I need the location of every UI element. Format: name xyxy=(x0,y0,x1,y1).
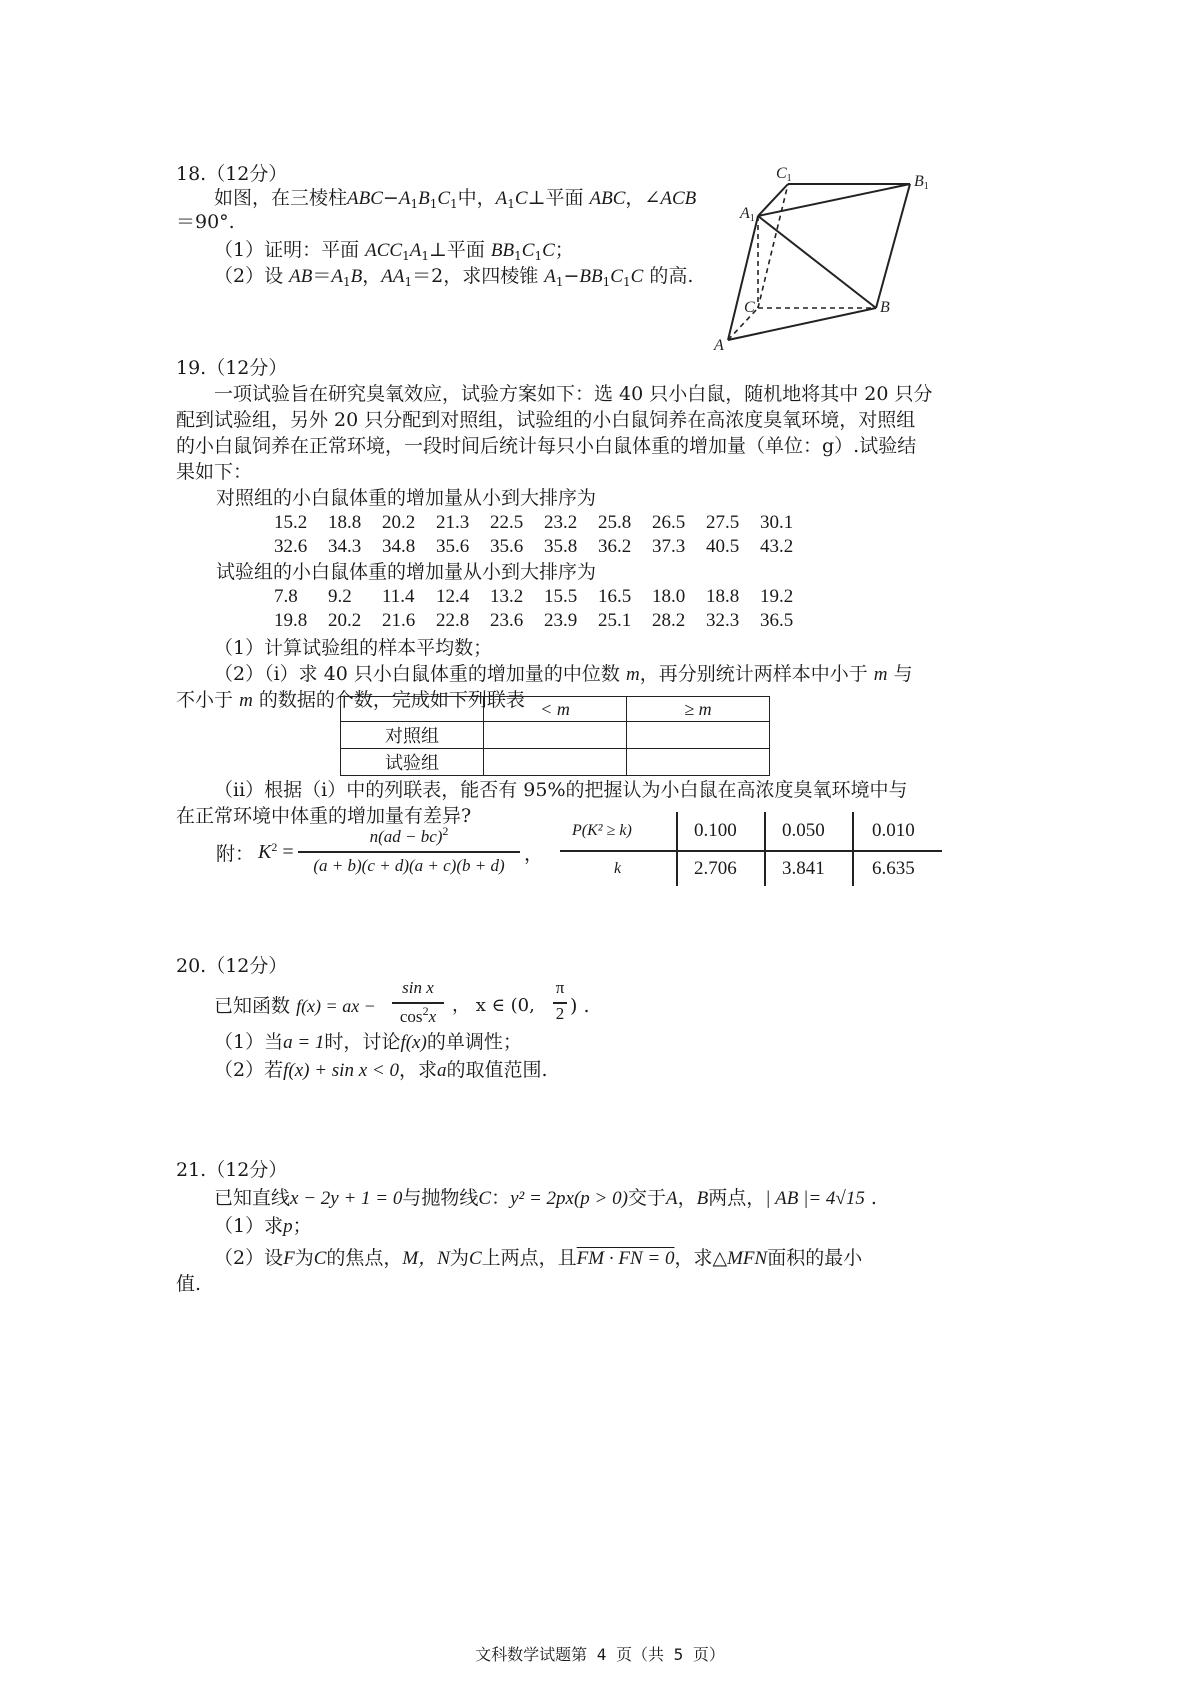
q19-part2ii-line2: 在正常环境中体重的增加量有差异? xyxy=(176,805,472,827)
label-c1: C1 xyxy=(776,165,792,184)
q20-part1: （1）当a = 1时，讨论f(x)的单调性； xyxy=(214,1031,522,1053)
label-c: C xyxy=(744,299,755,316)
q20-part2: （2）若f(x) + sin x < 0，求a的取值范围. xyxy=(214,1059,548,1081)
appendix-label: 附： xyxy=(216,843,255,865)
table-row xyxy=(341,749,770,776)
q20-two: 2 xyxy=(555,1004,565,1023)
kt-header-p: P(K² ≥ k) xyxy=(572,822,632,839)
page-footer: 文科数学试题第 4 页（共 5 页） xyxy=(475,1645,725,1664)
q20-fraction-den: $\cos^2x$ xyxy=(399,1004,437,1026)
kt-p-1: 0.100 xyxy=(694,820,737,841)
row-label-test: 试验组 xyxy=(341,749,484,776)
q19-part2-line1: （2）（ⅰ）求 40 只小白鼠体重的增加量的中位数 m，再分别统计两样本中小于 m 与 xyxy=(214,663,913,685)
q18-part1: （1）证明：平面 $ACC_1A_1\perp$平面 $BB_1C_1C$； xyxy=(214,239,574,263)
critical-value-table xyxy=(560,812,942,886)
q19-para-4: 果如下： xyxy=(176,461,253,483)
q18-stem-line2: ＝90°. xyxy=(176,211,235,233)
q18-header: 18.（12分） xyxy=(176,163,288,185)
label-b: B xyxy=(880,299,890,316)
q21-part2: （2）设F为C的焦点，M，N为C上两点，且FM · FN = 0，求△MFN面积的最小 xyxy=(214,1247,863,1269)
q19-header: 19.（12分） xyxy=(176,357,288,379)
q19-para-2: 配到试验组，另外 20 只分配到对照组，试验组的小白鼠饲养在高浓度臭氧环境，对照组 xyxy=(176,409,916,431)
q19-para-3: 的小白鼠饲养在正常环境，一段时间后统计每只小白鼠体重的增加量（单位：g）.试验结 xyxy=(176,435,917,457)
q19-part1: （1）计算试验组的样本平均数； xyxy=(214,637,493,659)
table-cell xyxy=(627,749,770,776)
q20-domain: ， x ∈ (0, xyxy=(452,995,535,1016)
kt-k-2: 3.841 xyxy=(782,858,825,879)
label-a1: A1 xyxy=(740,205,755,224)
kt-p-3: 0.010 xyxy=(872,820,915,841)
formula-numerator: n(ad − bc)$^2$ xyxy=(369,824,449,846)
k2-symbol: $K^2$ = xyxy=(258,840,294,863)
table-row xyxy=(341,722,770,749)
prism-figure xyxy=(710,160,960,380)
table-cell xyxy=(484,722,627,749)
q20-fraction-num: sin x xyxy=(402,978,434,997)
q21-part1: （1）求p； xyxy=(214,1215,312,1237)
edge-b1-b xyxy=(876,184,910,308)
q18-stem: 如图，在三棱柱$ABC-A_1B_1C_1$中，$A_1C\perp$平面 ABC，∠ACB xyxy=(214,187,697,211)
q20-close: ) . xyxy=(570,995,590,1017)
q19-part2-line2: 不小于 m 的数据的个数，完成如下列联表 xyxy=(176,689,525,711)
q20-header: 20.（12分） xyxy=(176,955,288,977)
edge-a1-a xyxy=(728,216,758,340)
edge-a1-b xyxy=(758,216,876,308)
table-cell xyxy=(341,697,484,722)
q19-part2ii-line1: （ⅱ）根据（ⅰ）中的列联表，能否有 95%的把握认为小白鼠在高浓度臭氧环境中与 xyxy=(214,779,908,801)
test-title: 试验组的小白鼠体重的增加量从小到大排序为 xyxy=(216,561,597,583)
table-header-ge-m: ≥ m xyxy=(627,697,770,722)
contingency-table xyxy=(340,696,770,776)
table-cell xyxy=(627,722,770,749)
table-row xyxy=(341,697,770,722)
kt-p-2: 0.050 xyxy=(782,820,825,841)
q20-pi: π xyxy=(555,978,565,997)
formula-comma: ， xyxy=(524,843,544,865)
q19-para-1: 一项试验旨在研究臭氧效应，试验方案如下：选 40 只小白鼠，随机地将其中 20 只分 xyxy=(214,383,933,405)
formula-denominator: (a + b)(c + d)(a + c)(b + d) xyxy=(313,856,505,875)
kt-k-1: 2.706 xyxy=(694,858,737,879)
kt-k-3: 6.635 xyxy=(872,858,915,879)
edge-c-c1 xyxy=(758,184,788,308)
fraction-bar xyxy=(298,851,520,853)
q20-stem: 已知函数 f(x) = ax − xyxy=(214,995,376,1017)
row-label-control: 对照组 xyxy=(341,722,484,749)
table-cell xyxy=(484,749,627,776)
kt-header-k: k xyxy=(614,860,622,877)
table-header-lt-m: < m xyxy=(484,697,627,722)
q18-part2: （2）设 $AB=A_1B$，$AA_1=2$，求四棱锥 $A_1-BB_1C_1C$ 的高. xyxy=(214,265,694,289)
q21-stem: 已知直线x − 2y + 1 = 0与抛物线C：y² = 2px(p > 0)交于A，B两点，| AB |= 4√15 . xyxy=(214,1187,877,1209)
label-b1: B1 xyxy=(914,173,929,192)
q21-header: 21.（12分） xyxy=(176,1159,288,1181)
control-title: 对照组的小白鼠体重的增加量从小到大排序为 xyxy=(216,487,597,509)
q21-part2-line2: 值. xyxy=(176,1273,202,1295)
label-a: A xyxy=(714,337,724,354)
